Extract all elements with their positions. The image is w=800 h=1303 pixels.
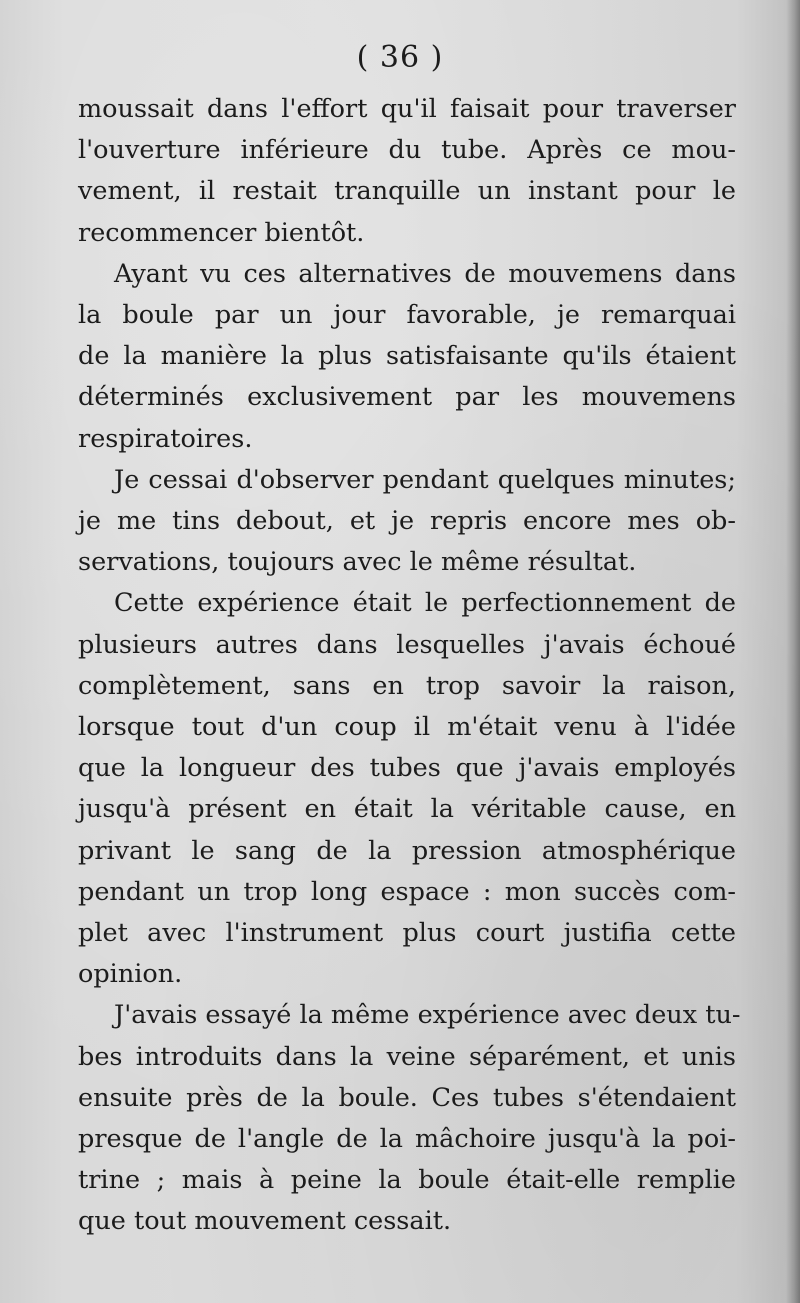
text-line: moussait dans l'effort qu'il faisait pour traverser	[78, 94, 736, 124]
text-line: opinion.	[78, 959, 183, 990]
text-line: que la longueur des tubes que j'avais employés	[78, 753, 736, 784]
text-line: servations, toujours avec le même résultat.	[78, 547, 637, 578]
paragraph-2	[78, 254, 736, 460]
text-line: Cette expérience était le perfectionnement de	[114, 588, 736, 619]
text-line: J'avais essayé la même expérience avec deux tu-	[114, 1000, 741, 1031]
paragraph-3	[78, 460, 736, 584]
text-line: bes introduits dans la veine séparément, et unis	[78, 1041, 736, 1072]
text-line: Ayant vu ces alternatives de mouvemens dans	[114, 258, 736, 289]
text-line: vement, il restait tranquille un instant pour le	[78, 176, 736, 207]
paragraph-5	[78, 995, 741, 1242]
text-line: l'ouverture inférieure du tube. Après ce mou-	[78, 135, 736, 166]
text-line: jusqu'à présent en était la véritable cause, en	[78, 794, 736, 825]
text-line: privant le sang de la pression atmosphérique	[78, 835, 736, 866]
text-line: plusieurs autres dans lesquelles j'avais échoué	[78, 629, 736, 660]
paragraph-1	[78, 89, 736, 254]
text-line: de la manière la plus satisfaisante qu'ils étaient	[78, 341, 736, 372]
text-line: ensuite près de la boule. Ces tubes s'étendaient	[78, 1082, 736, 1113]
page-number: ( 36 )	[356, 40, 444, 75]
text-line: que tout mouvement cessait.	[78, 1206, 452, 1237]
text-line: presque de l'angle de la mâchoire jusqu'à la poi-	[78, 1124, 736, 1155]
text-line: plet avec l'instrument plus court justifia cette	[78, 918, 736, 949]
text-line: je me tins debout, et je repris encore mes ob-	[78, 506, 736, 537]
text-line: respiratoires.	[78, 423, 253, 454]
text-line: lorsque tout d'un coup il m'était venu à l'idée	[78, 712, 736, 743]
text-line: complètement, sans en trop savoir la raison,	[78, 670, 736, 701]
text-line: recommencer bientôt.	[78, 217, 365, 248]
text-line: Je cessai d'observer pendant quelques minutes;	[114, 464, 736, 495]
paragraph-4	[78, 583, 736, 995]
text-line: pendant un trop long espace : mon succès com-	[78, 876, 736, 907]
page-edge-shadow	[786, 0, 800, 1303]
text-line: déterminés exclusivement par les mouvemens	[78, 382, 736, 413]
body-text	[78, 89, 741, 1243]
text-line: trine ; mais à peine la boule était-elle remplie	[78, 1165, 736, 1196]
text-line: la boule par un jour favorable, je remarquai	[78, 300, 736, 331]
